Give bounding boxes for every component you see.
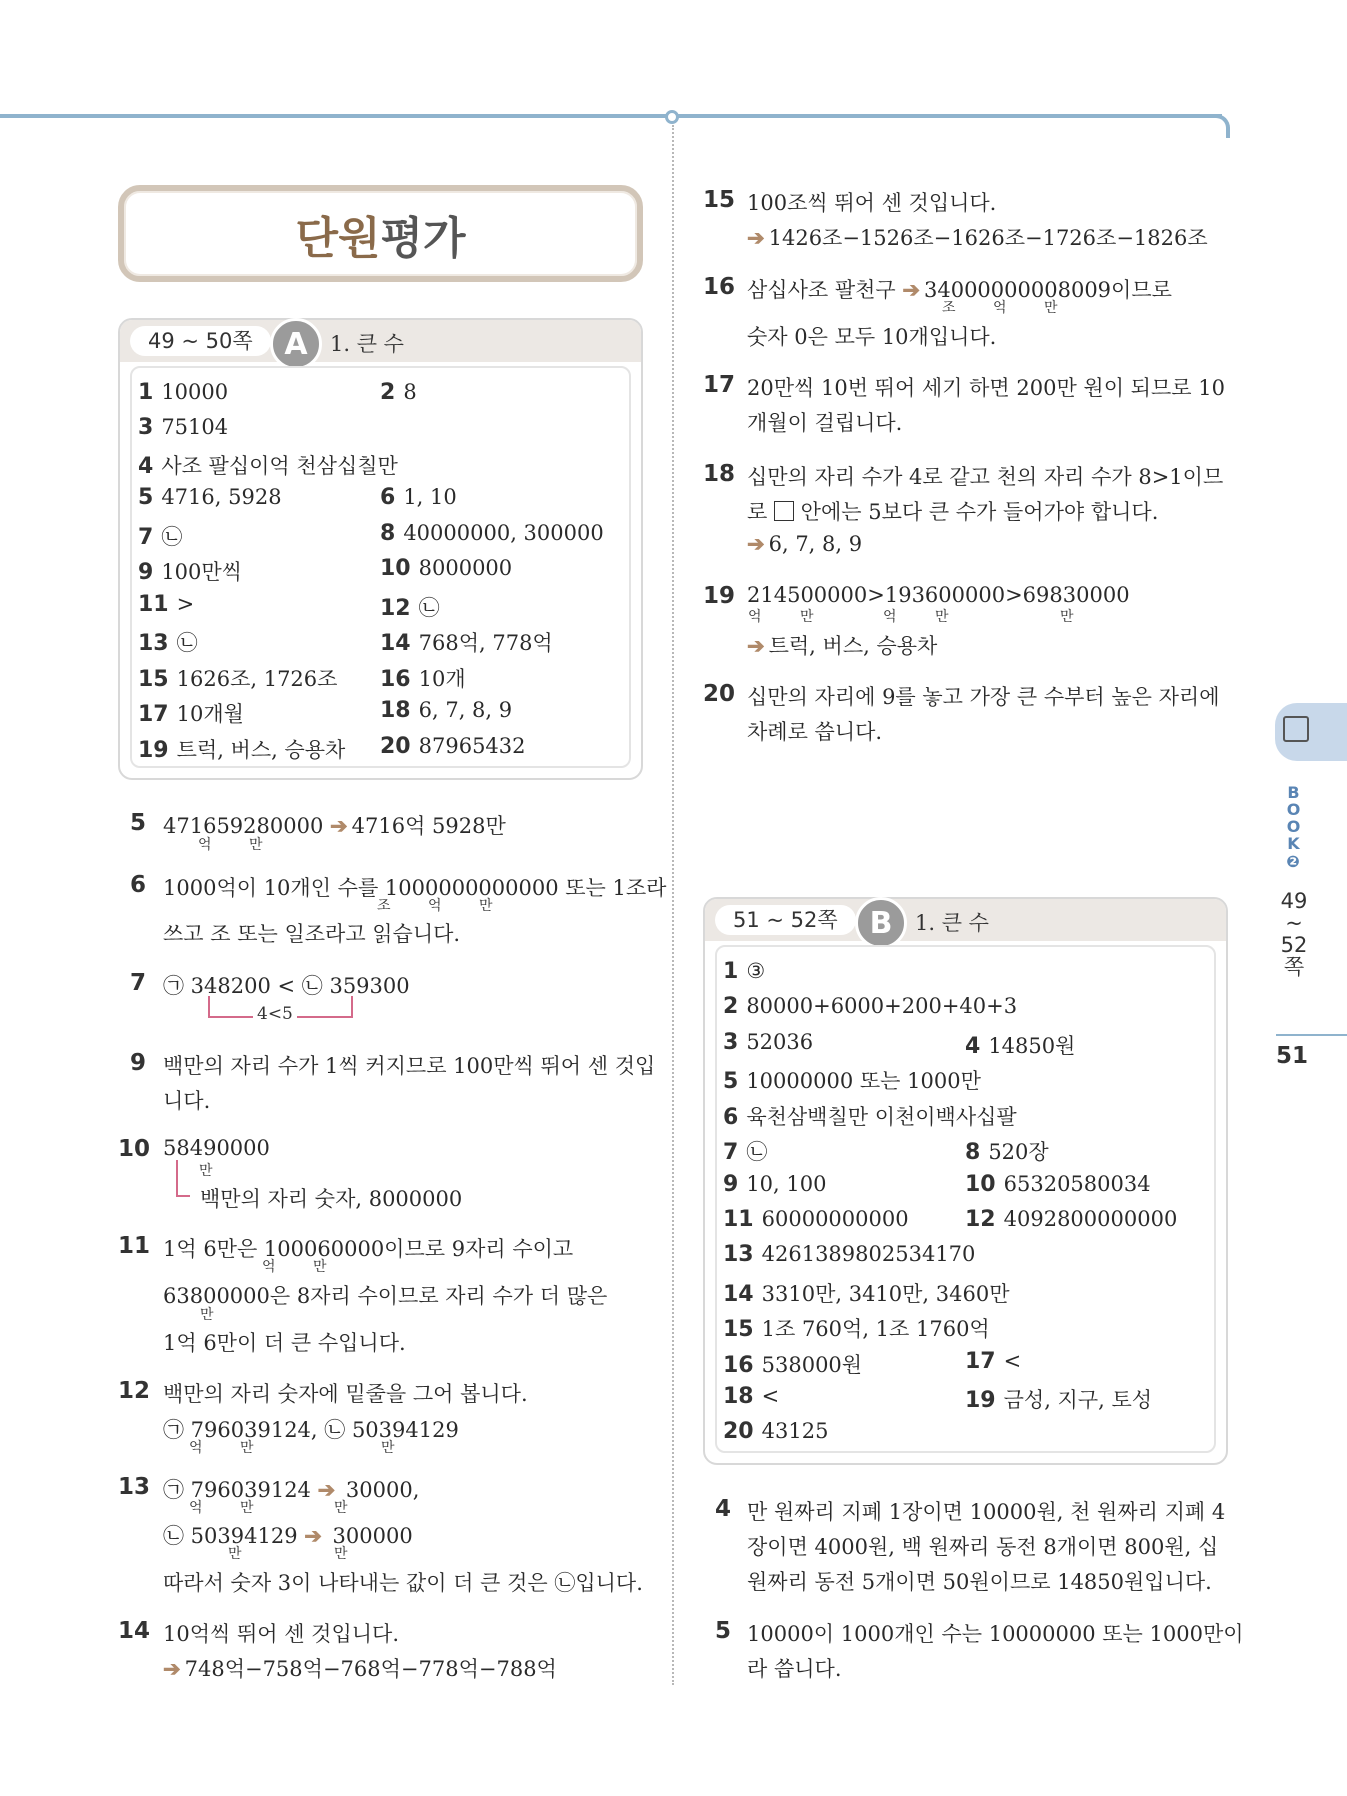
answer-number: 6 xyxy=(380,485,396,510)
answer-number: 4 xyxy=(965,1034,981,1059)
comparison-label: 4<5 xyxy=(253,1004,297,1024)
arrow-icon: ➔ xyxy=(902,277,920,302)
answer-item xyxy=(723,1384,779,1409)
answer-text: 금성, 지구, 토성 xyxy=(1003,1388,1153,1412)
blank-box-icon xyxy=(774,501,794,521)
book-label xyxy=(1284,783,1302,871)
korean-number: 삼십사조 팔천구 xyxy=(747,278,896,302)
answer-number: 14 xyxy=(380,631,411,656)
place-label: 만 xyxy=(228,1546,242,1562)
answer-number: 5 xyxy=(138,485,154,510)
answer-number: 12 xyxy=(380,596,411,621)
answer-number: 5 xyxy=(723,1069,739,1094)
solution-number: 9 xyxy=(130,1050,147,1076)
answer-text: > xyxy=(176,592,195,616)
answer-number: 16 xyxy=(723,1353,754,1378)
place-label: 억 xyxy=(428,898,442,914)
place-label: 만 xyxy=(334,1500,348,1516)
side-page-range xyxy=(1278,890,1310,978)
solution-line: 백만의 자리 수가 1씩 커지므로 100만씩 뛰어 센 것입 xyxy=(163,1054,656,1078)
place-label: 만 xyxy=(1060,609,1074,625)
solution-line: 원짜리 동전 5개이면 50원이므로 14850원입니다. xyxy=(747,1570,1212,1594)
answer-item xyxy=(138,663,337,693)
answer-text: 14850원 xyxy=(988,1034,1076,1058)
callout-bracket xyxy=(176,1160,190,1197)
answer-text: 1, 10 xyxy=(403,485,457,509)
solution-number: 16 xyxy=(703,274,736,300)
answer-item xyxy=(380,485,457,510)
solution-line: 1000억이 10개인 수를 1000000000000 또는 1조라 xyxy=(163,876,667,900)
answer-item xyxy=(380,698,512,723)
solution-line: 100조씩 뛰어 센 것입니다. xyxy=(747,191,997,215)
text-part: 로 xyxy=(747,500,768,524)
answer-item xyxy=(138,521,182,551)
answer-text: 3310만, 3410만, 3460만 xyxy=(761,1282,1010,1306)
solution-line: 20만씩 10번 뛰어 세기 하면 200만 원이 되므로 10 xyxy=(747,376,1225,400)
answer-text: 6, 7, 8, 9 xyxy=(768,532,863,556)
answer-text: 8 xyxy=(403,380,417,404)
place-label: 억 xyxy=(883,609,897,625)
solution-number: 20 xyxy=(703,681,736,707)
answer-number: 2 xyxy=(723,994,739,1019)
answer-number: 18 xyxy=(380,698,411,723)
answer-number: 11 xyxy=(138,592,169,617)
answer-number: 20 xyxy=(723,1419,754,1444)
solution-number: 19 xyxy=(703,583,736,609)
solution-line: 백만의 자리 숫자, 8000000 xyxy=(200,1187,463,1211)
solution-line: 쓰고 조 또는 일조라고 읽습니다. xyxy=(163,922,461,946)
answer-number: 1 xyxy=(138,380,154,405)
answer-item xyxy=(138,485,282,510)
answer-number: 15 xyxy=(138,667,169,692)
page-number: 51 xyxy=(1276,1043,1309,1069)
range-tilde: ~ xyxy=(1285,911,1303,935)
book-text: BOOK xyxy=(1284,783,1303,851)
answer-item xyxy=(138,450,398,480)
place-label: 만 xyxy=(334,1546,348,1562)
solution-line: 장이면 4000원, 백 원짜리 동전 8개이면 800원, 십 xyxy=(747,1535,1219,1559)
range-unit: 쪽 xyxy=(1283,955,1305,979)
place-label: 만 xyxy=(240,1440,254,1456)
title-part2: 평가 xyxy=(380,212,466,264)
answer-text: 87965432 xyxy=(418,734,526,758)
solution-line xyxy=(163,810,506,840)
answer-text: 10개 xyxy=(418,667,466,691)
answer-item xyxy=(965,1384,1152,1414)
unit-name-b: 1. 큰 수 xyxy=(915,911,989,935)
number-text: 471659280000 xyxy=(163,814,324,838)
answer-text: 트럭, 버스, 승용차 xyxy=(768,634,938,658)
answer-item xyxy=(723,1313,990,1343)
answer-text: 4261389802534170 xyxy=(761,1242,976,1266)
sequence-text: 748억−758억−768억−778억−788억 xyxy=(184,1657,557,1681)
solution-number: 17 xyxy=(703,372,736,398)
answer-text: 10개월 xyxy=(176,702,244,726)
solution-line: 만 원짜리 지폐 1장이면 10000원, 천 원짜리 지폐 4 xyxy=(747,1500,1226,1524)
answer-text: 768억, 778억 xyxy=(418,631,553,655)
result-text: 300000 xyxy=(332,1524,413,1548)
answer-text: 트럭, 버스, 승용차 xyxy=(176,738,346,762)
solution-line: 따라서 숫자 3이 나타내는 값이 더 큰 것은 ㉡입니다. xyxy=(163,1571,643,1595)
answer-item xyxy=(723,1419,828,1444)
answer-item xyxy=(723,994,1017,1019)
solution-line: 58490000 xyxy=(163,1136,270,1160)
solution-number: 12 xyxy=(118,1378,151,1404)
arrow-icon: ➔ xyxy=(330,813,348,838)
section-letter-a: A xyxy=(270,318,322,370)
answer-number: 10 xyxy=(380,556,411,581)
place-label: 억 xyxy=(189,1440,203,1456)
answer-number: 12 xyxy=(965,1207,996,1232)
answer-item xyxy=(138,415,228,440)
answer-text: 4092800000000 xyxy=(1003,1207,1178,1231)
answer-number: 18 xyxy=(723,1384,754,1409)
solution-number: 5 xyxy=(130,810,147,836)
answer-number: 17 xyxy=(138,702,169,727)
solution-line: 니다. xyxy=(163,1089,211,1113)
number-text: ㉠ 796039124 xyxy=(163,1478,311,1502)
answer-number: 3 xyxy=(138,415,154,440)
place-label: 조 xyxy=(377,898,391,914)
answer-item xyxy=(965,1349,1021,1374)
solution-line: 십만의 자리 수가 4로 같고 천의 자리 수가 8>1이므 xyxy=(747,465,1224,489)
answer-item xyxy=(723,1030,813,1055)
place-label: 조 xyxy=(942,300,956,316)
answer-text: ㉡ xyxy=(161,525,183,549)
column-divider xyxy=(672,125,674,1685)
answer-number: 14 xyxy=(723,1282,754,1307)
answer-text: 1조 760억, 1조 1760억 xyxy=(761,1317,990,1341)
answer-item xyxy=(138,734,345,764)
solution-line: 라 씁니다. xyxy=(747,1657,842,1681)
answer-text: < xyxy=(761,1384,780,1408)
answer-item xyxy=(723,959,765,984)
result-text: 30000, xyxy=(345,1478,420,1502)
answer-text: 4716, 5928 xyxy=(161,485,282,509)
place-label: 만 xyxy=(313,1259,327,1275)
answer-item xyxy=(380,663,466,693)
place-label: 만 xyxy=(1044,300,1058,316)
solution-number: 14 xyxy=(118,1618,151,1644)
solution-number: 7 xyxy=(130,970,147,996)
answer-item xyxy=(723,1172,826,1197)
solution-line: ㉠ 348200 < ㉡ 359300 xyxy=(163,974,410,998)
answer-item xyxy=(380,556,512,581)
answer-item xyxy=(965,1136,1049,1166)
answer-text: 10, 100 xyxy=(746,1172,827,1196)
arrow-icon: ➔ xyxy=(747,531,765,556)
text-part: 안에는 5보다 큰 수가 들어가야 합니다. xyxy=(800,500,1159,524)
answer-number: 19 xyxy=(965,1388,996,1413)
answer-number: 7 xyxy=(138,525,154,550)
arrow-icon: ➔ xyxy=(163,1656,181,1681)
answer-item xyxy=(138,556,242,586)
solution-line: 1억 6만이 더 큰 수입니다. xyxy=(163,1331,406,1355)
answer-item xyxy=(965,1030,1075,1060)
solution-line xyxy=(163,1653,557,1683)
answer-item xyxy=(723,1278,1010,1308)
answer-number: 17 xyxy=(965,1349,996,1374)
place-label: 억 xyxy=(198,837,212,853)
place-label: 만 xyxy=(200,1307,214,1323)
solution-line: 63800000은 8자리 수이므로 자리 수가 더 많은 xyxy=(163,1284,608,1308)
solution-line xyxy=(747,274,1172,304)
place-label: 만 xyxy=(249,837,263,853)
solution-line: ㉠ 796039124, ㉡ 50394129 xyxy=(163,1418,459,1442)
answer-text: 75104 xyxy=(161,415,229,439)
answer-item xyxy=(723,1349,862,1379)
answer-number: 7 xyxy=(723,1140,739,1165)
place-label: 만 xyxy=(800,609,814,625)
sequence-text: 1426조−1526조−1626조−1726조−1826조 xyxy=(768,226,1208,250)
answer-text: ㉡ xyxy=(746,1140,768,1164)
answer-item xyxy=(723,1207,909,1232)
solution-number: 10 xyxy=(118,1136,151,1162)
answer-text: 43125 xyxy=(761,1419,829,1443)
title-part1: 단원 xyxy=(295,212,381,264)
arrow-icon: ➔ xyxy=(317,1477,336,1502)
answer-item xyxy=(723,1065,981,1095)
answer-text: 6, 7, 8, 9 xyxy=(418,698,513,722)
section-letter-b: B xyxy=(855,897,907,949)
answer-number: 20 xyxy=(380,734,411,759)
answer-text: 8000000 xyxy=(418,556,513,580)
answer-text: 육천삼백칠만 이천이백사십팔 xyxy=(746,1105,1017,1129)
solution-number: 5 xyxy=(715,1618,732,1644)
answer-text: ㉡ xyxy=(176,631,198,655)
result-text: 4716억 5928만 xyxy=(351,814,506,838)
page-range-b: 51 ~ 52쪽 xyxy=(715,905,856,935)
place-label: 만 xyxy=(479,898,493,914)
answer-item xyxy=(723,1136,767,1166)
place-label: 만 xyxy=(381,1440,395,1456)
solution-line xyxy=(747,496,1158,526)
answer-text: 520장 xyxy=(988,1140,1049,1164)
answer-item xyxy=(138,698,244,728)
answer-number: 8 xyxy=(380,521,396,546)
answer-item xyxy=(380,380,417,405)
answer-number: 3 xyxy=(723,1030,739,1055)
answer-number: 15 xyxy=(723,1317,754,1342)
number-text: ㉡ 50394129 xyxy=(163,1524,298,1548)
solution-number: 4 xyxy=(715,1496,732,1522)
answer-text: 80000+6000+200+40+3 xyxy=(746,994,1018,1018)
answer-item xyxy=(138,592,194,617)
place-label: 억 xyxy=(748,609,762,625)
place-label: 억 xyxy=(189,1500,203,1516)
answer-text: 10000 xyxy=(161,380,229,404)
answer-number: 9 xyxy=(138,560,154,585)
place-label: 만 xyxy=(240,1500,254,1516)
answer-item xyxy=(965,1207,1177,1232)
solution-number: 15 xyxy=(703,187,736,213)
answer-text: 10000000 또는 1000만 xyxy=(746,1069,981,1093)
answer-text: 100만씩 xyxy=(161,560,242,584)
answer-number: 6 xyxy=(723,1105,739,1130)
solution-line: 백만의 자리 숫자에 밑줄을 그어 봅니다. xyxy=(163,1382,528,1406)
answer-number: 19 xyxy=(138,738,169,763)
answer-number: 11 xyxy=(723,1207,754,1232)
unit-test-title xyxy=(118,185,643,282)
answer-item xyxy=(380,627,553,657)
arrow-icon: ➔ xyxy=(304,1523,322,1548)
solution-line: 214500000>193600000>69830000 xyxy=(747,583,1130,607)
answer-text: 52036 xyxy=(746,1030,814,1054)
answer-number: 16 xyxy=(380,667,411,692)
answer-text: < xyxy=(1003,1349,1022,1373)
answer-text: 40000000, 300000 xyxy=(403,521,604,545)
solution-line xyxy=(747,531,862,556)
top-rule-dot xyxy=(665,110,679,124)
arrow-icon: ➔ xyxy=(747,633,765,658)
answer-item xyxy=(723,1242,975,1267)
answer-item xyxy=(138,380,228,405)
solution-number: 6 xyxy=(130,872,147,898)
answer-text: 1626조, 1726조 xyxy=(176,667,338,691)
answer-text: ㉡ xyxy=(418,596,440,620)
answer-text: ③ xyxy=(746,959,766,983)
place-label: 억 xyxy=(262,1259,276,1275)
solution-number: 13 xyxy=(118,1474,151,1500)
answer-number: 9 xyxy=(723,1172,739,1197)
answer-number: 4 xyxy=(138,454,154,479)
solution-line xyxy=(747,222,1208,252)
place-label: 만 xyxy=(935,609,949,625)
solution-line: 1억 6만은 100060000이므로 9자리 수이고 xyxy=(163,1237,574,1261)
notepad-icon xyxy=(1283,716,1309,742)
solution-line xyxy=(163,1520,413,1550)
answer-text: 60000000000 xyxy=(761,1207,909,1231)
range-end: 52 xyxy=(1280,933,1308,957)
answer-item xyxy=(965,1172,1151,1197)
solution-line: 십만의 자리에 9를 놓고 가장 큰 수부터 높은 자리에 xyxy=(747,685,1220,709)
solution-line xyxy=(747,630,937,660)
solution-number: 11 xyxy=(118,1233,151,1259)
book-number: ❷ xyxy=(1286,852,1300,871)
answer-number: 13 xyxy=(723,1242,754,1267)
answer-item xyxy=(380,734,526,759)
answer-text: 65320580034 xyxy=(1003,1172,1151,1196)
solution-line: 숫자 0은 모두 10개입니다. xyxy=(747,325,997,349)
answer-item xyxy=(723,1101,1017,1131)
place-label: 만 xyxy=(199,1163,213,1179)
answer-item xyxy=(380,521,604,546)
side-rule xyxy=(1276,1034,1347,1036)
answer-number: 8 xyxy=(965,1140,981,1165)
solution-line: 차례로 씁니다. xyxy=(747,720,883,744)
answer-item xyxy=(380,592,440,622)
place-label: 억 xyxy=(993,300,1007,316)
solution-line: 10억씩 뛰어 센 것입니다. xyxy=(163,1622,399,1646)
range-start: 49 xyxy=(1280,889,1308,913)
page-range-a: 49 ~ 50쪽 xyxy=(130,326,271,356)
top-rule-hook xyxy=(1212,114,1230,138)
solution-line: 10000이 1000개인 수는 10000000 또는 1000만이 xyxy=(747,1622,1244,1646)
answer-text: 538000원 xyxy=(761,1353,863,1377)
solution-line: 개월이 걸립니다. xyxy=(747,411,903,435)
arrow-icon: ➔ xyxy=(747,225,765,250)
answer-number: 1 xyxy=(723,959,739,984)
answer-text: 사조 팔십이억 천삼십칠만 xyxy=(161,454,398,478)
number-text: 34000000008009이므로 xyxy=(923,278,1172,302)
answer-item xyxy=(138,627,198,657)
answer-number: 10 xyxy=(965,1172,996,1197)
answer-number: 2 xyxy=(380,380,396,405)
answer-number: 13 xyxy=(138,631,169,656)
top-rule xyxy=(0,114,1222,118)
solution-number: 18 xyxy=(703,461,736,487)
unit-name-a: 1. 큰 수 xyxy=(330,332,404,356)
